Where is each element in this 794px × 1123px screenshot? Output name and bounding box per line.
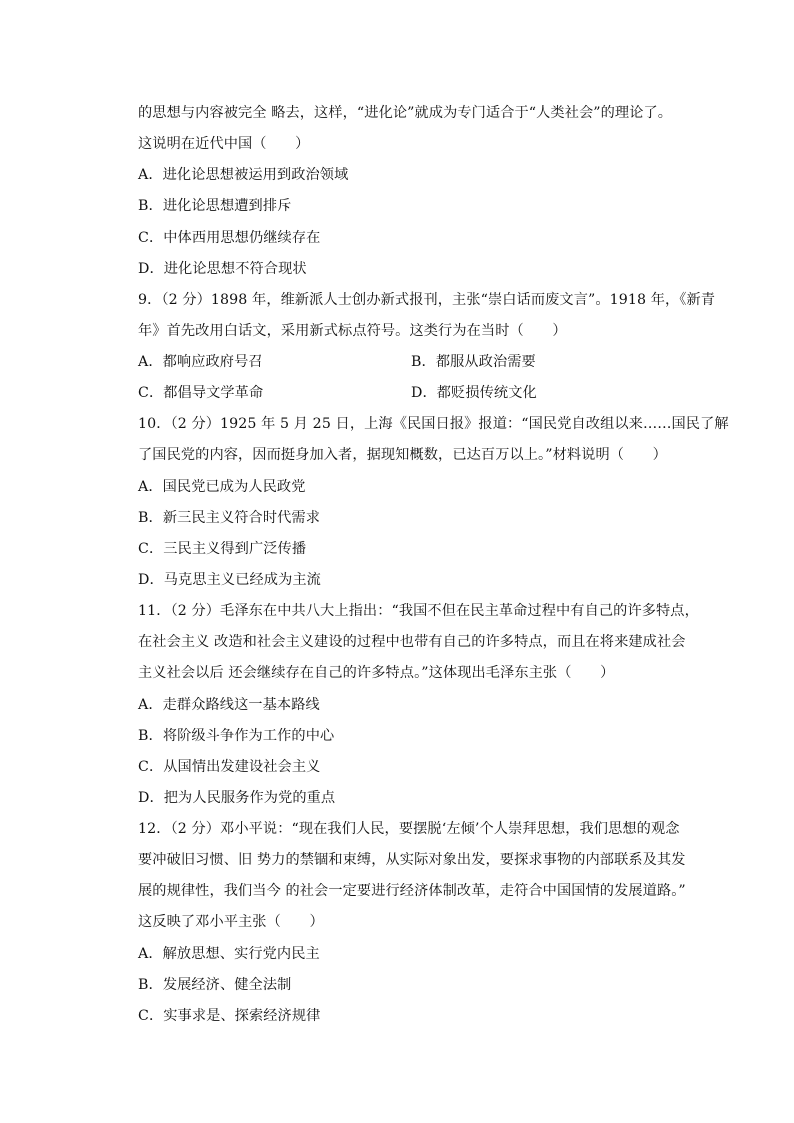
q12-stem-line-1: 12．（2 分）邓小平说：“现在我们人民，要摆脱‘左倾’个人崇拜思想，我们思想的观念 <box>138 821 680 837</box>
q12-option-b: B．发展经济、健全法制 <box>138 977 292 993</box>
q10-stem-line-2: 了国民党的内容，因而挺身加入者，据现知概数，已达百万以上。”材料说明（ ） <box>138 447 667 463</box>
q9-stem-line-2: 年》首先改用白话文，采用新式标点符号。这类行为在当时（ ） <box>138 323 567 339</box>
q10-option-d: D．马克思主义已经成为主流 <box>138 572 321 588</box>
q11-option-d: D．把为人民服务作为党的重点 <box>138 790 336 806</box>
q11-option-a: A．走群众路线这一基本路线 <box>138 697 320 713</box>
q11-option-c: C．从国情出发建设社会主义 <box>138 759 321 775</box>
q12-stem-line-2: 要冲破旧习惯、旧 势力的禁锢和束缚，从实际对象出发，要探求事物的内部联系及其发 <box>138 852 686 868</box>
q8-stem-line-2: 这说明在近代中国（ ） <box>138 136 310 152</box>
q8-option-d: D．进化论思想不符合现状 <box>138 261 307 277</box>
q11-option-b: B．将阶级斗争作为工作的中心 <box>138 728 335 744</box>
q12-stem-line-3: 展的规律性，我们当今 的社会一定要进行经济体制改革，走符合中国国情的发展道路。” <box>138 883 686 899</box>
q8-stem-line-1: 的思想与内容被完全 略去，这样，“进化论”就成为专门适合于“人类社会”的理论了。 <box>138 105 673 121</box>
q10-option-a: A．国民党已成为人民政党 <box>138 479 306 495</box>
q9-option-b: B．都服从政治需要 <box>411 354 536 370</box>
q9-option-d: D．都贬损传统文化 <box>411 385 537 401</box>
q8-option-b: B．进化论思想遭到排斥 <box>138 198 292 214</box>
q10-option-b: B．新三民主义符合时代需求 <box>138 510 320 526</box>
q11-stem-line-2: 在社会主义 改造和社会主义建设的过程中也带有自己的许多特点，而且在将来建成社会 <box>138 634 686 650</box>
q8-option-c: C．中体西用思想仍继续存在 <box>138 230 321 246</box>
q9-stem-line-1: 9．（2 分）1898 年，维新派人士创办新式报刊，主张“崇白话而废文言”。1918 年，《新青 <box>138 292 716 308</box>
q10-option-c: C．三民主义得到广泛传播 <box>138 541 307 557</box>
q12-stem-line-4: 这反映了邓小平主张（ ） <box>138 914 324 930</box>
q12-option-a: A．解放思想、实行党内民主 <box>138 946 320 962</box>
q8-option-a: A．进化论思想被运用到政治领域 <box>138 167 349 183</box>
q12-option-c: C．实事求是、探索经济规律 <box>138 1008 321 1024</box>
q9-option-a: A．都响应政府号召 <box>138 354 263 370</box>
q10-stem-line-1: 10．（2 分）1925 年 5 月 25 日，上海《民国日报》报道：“国民党自改组以来……国民了解 <box>138 416 729 432</box>
q11-stem-line-3: 主义社会以后 还会继续存在自己的许多特点。”这体现出毛泽东主张（ ） <box>138 665 615 681</box>
q9-option-c: C．都倡导文学革命 <box>138 385 264 401</box>
q11-stem-line-1: 11．（2 分）毛泽东在中共八大上指出：“我国不但在民主革命过程中有自己的许多特点， <box>138 603 699 619</box>
